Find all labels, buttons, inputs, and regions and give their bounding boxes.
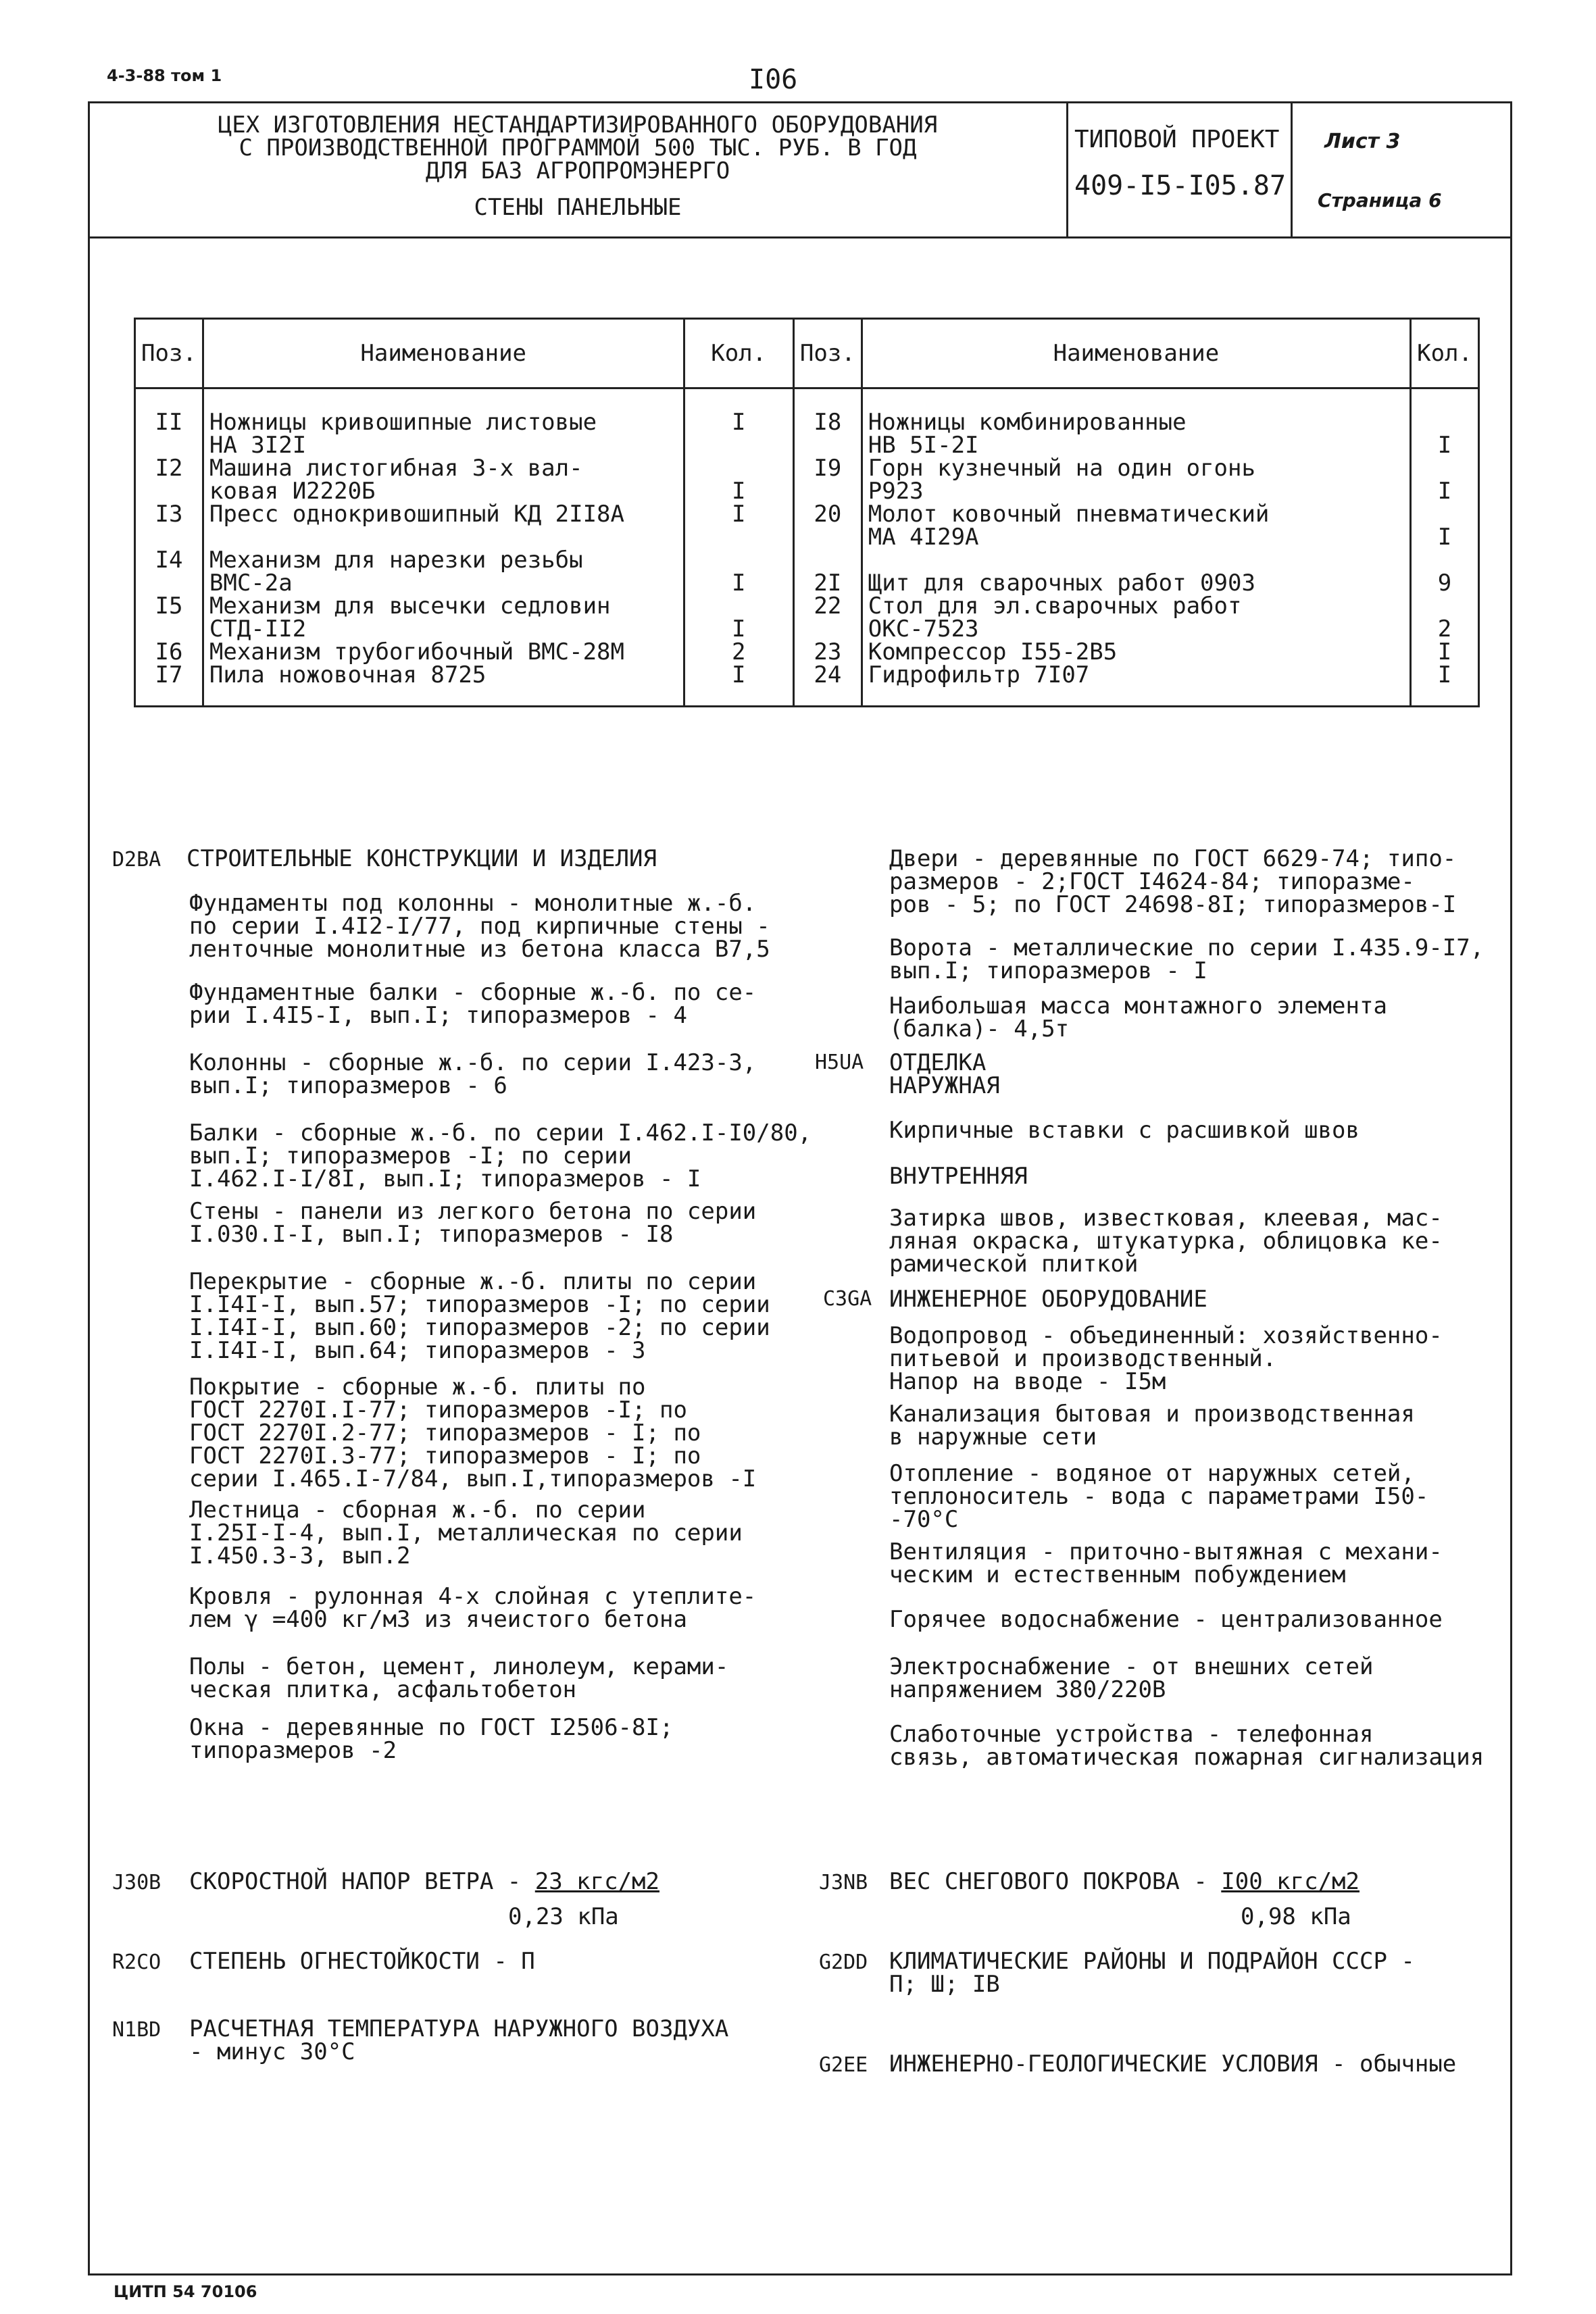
project-number: 409-I5-I05.87: [1074, 170, 1287, 201]
section-title-engineering: ИНЖЕНЕРНОЕ ОБОРУДОВАНИЕ: [889, 1286, 1207, 1313]
table-row: I5 Механизм для высечки седловин СТД-II2 I 22 Стол для эл.сварочных работ ОКС-7523 2: [135, 595, 1479, 640]
page-label: Страница 6: [1318, 189, 1442, 211]
table-row: I2 Машина листогибная 3-х вал- ковая И2220Б I I9 Горн кузнечный на один огонь Р923 I: [135, 457, 1479, 503]
section-title-constructions: СТРОИТЕЛЬНЫЕ КОНСТРУКЦИИ И ИЗДЕЛИЯ: [186, 845, 657, 872]
paragraph-doors: Двери - деревянные по ГОСТ 6629-74; типо- размеров - 2;ГОСТ I4624-84; типоразме- ров - 5; по ГОСТ 24698-8I; типоразмеров-I: [889, 845, 1457, 918]
col-header-qty: Кол.: [684, 319, 793, 388]
drawing-subtitle: СТЕНЫ ПАНЕЛЬНЫЕ: [474, 194, 682, 221]
section-code: H5UA: [815, 1051, 864, 1074]
paragraph-windows: Окна - деревянные по ГОСТ I2506-8I; типоразмеров -2: [189, 1714, 674, 1764]
snow-load-value: I00 кгс/м2: [1221, 1868, 1360, 1895]
section-code: N1BD: [112, 2018, 161, 2042]
table-row: I7 Пила ножовочная 8725 I 24 Гидрофильтр 7I07 I: [135, 663, 1479, 707]
col-header-name: Наименование: [203, 319, 684, 388]
title-line-2: С ПРОИЗВОДСТВЕННОЙ ПРОГРАММОЙ 500 ТЫС. РУБ. В ГОД: [239, 134, 917, 161]
paragraph-columns: Колонны - сборные ж.-б. по серии I.423-3, вып.I; типоразмеров - 6: [189, 1049, 757, 1099]
col-header-pos: Поз.: [135, 319, 203, 388]
paragraph-low-current: Слаботочные устройства - телефонная связь, автоматическая пожарная сигнализация: [889, 1721, 1485, 1771]
paragraph-beams: Балки - сборные ж.-б. по серии I.462.I-I0/80, вып.I; типоразмеров -I; по серии I.462.I-I/8I, вып.I; типоразмеров - I: [189, 1120, 812, 1192]
page-number: I06: [749, 64, 798, 95]
paragraph-gates: Ворота - металлические по серии I.435.9-I7, вып.I; типоразмеров - I: [889, 934, 1485, 984]
section-title-finishing: ОТДЕЛКА: [889, 1049, 987, 1076]
section-code: C3GA: [823, 1287, 872, 1311]
paragraph-stairs: Лестница - сборная ж.-б. по серии I.25I-I-4, вып.I, металлическая по серии I.450.3-3, вып.2: [189, 1496, 743, 1569]
section-code: J30B: [112, 1871, 161, 1894]
title-line-1: ЦЕХ ИЗГОТОВЛЕНИЯ НЕСТАНДАРТИЗИРОВАННОГО ОБОРУДОВАНИЯ: [218, 111, 938, 139]
title-block-sep-1: [1066, 101, 1068, 236]
paragraph-outer-finish: Кирпичные вставки с расшивкой швов: [889, 1117, 1360, 1144]
title-block-sep-2: [1291, 101, 1293, 236]
geology-conditions: ИНЖЕНЕРНО-ГЕОЛОГИЧЕСКИЕ УСЛОВИЯ - обычные: [889, 2051, 1457, 2078]
paragraph-inner-finish: Затирка швов, известковая, клеевая, мас- ляная окраска, штукатурка, облицовка ке- рамической плиткой: [889, 1205, 1443, 1278]
wind-pressure-value: 23 кгс/м2: [534, 1868, 659, 1895]
table-row: I6 Механизм трубогибочный ВМС-28М 2 23 Компрессор I55-2В5 I: [135, 640, 1479, 663]
paragraph-ventilation: Вентиляция - приточно-вытяжная с механи- ческим и естественным побуждением: [889, 1538, 1443, 1588]
table-row: I3 Пресс однокривошипный КД 2II8А I 20 Молот ковочный пневматический МА 4I29А I: [135, 503, 1479, 549]
project-label: ТИПОВОЙ ПРОЕКТ: [1074, 126, 1280, 153]
paragraph-foundation-beams: Фундаментные балки - сборные ж.-б. по се- рии I.4I5-I, вып.I; типоразмеров - 4: [189, 979, 757, 1029]
paragraph-heating: Отопление - водяное от наружных сетей, теплоноситель - вода с параметрами I50- -70°С: [889, 1460, 1429, 1533]
paragraph-water: Водопровод - объединенный: хозяйственно- питьевой и производственный. Напор на вводе - I5м: [889, 1322, 1443, 1395]
paragraph-walls: Стены - панели из легкого бетона по серии I.030.I-I, вып.I; типоразмеров - I8: [189, 1198, 757, 1248]
col-header-pos-2: Поз.: [793, 319, 862, 388]
section-code: D2BA: [112, 848, 161, 872]
equipment-table: [134, 318, 1480, 707]
title-block-divider: [88, 236, 1512, 238]
doc-reference: 4-3-88 том 1: [107, 66, 222, 85]
paragraph-floors-slabs: Перекрытие - сборные ж.-б. плиты по серии I.I4I-I, вып.57; типоразмеров -I; по серии I.I4I-I, вып.60; типоразмеров -2; по серии I.I4I-I, вып.64; типоразмеров - 3: [189, 1268, 770, 1364]
paragraph-hot-water: Горячее водоснабжение - централизованное: [889, 1606, 1443, 1633]
subsection-inner: ВНУТРЕННЯЯ: [889, 1163, 1028, 1190]
paragraph-roof-slabs: Покрытие - сборные ж.-б. плиты по ГОСТ 2270I.I-77; типоразмеров -I; по ГОСТ 2270I.2-77; типоразмеров - I; по ГОСТ 2270I.3-77; типоразмеров - I; по серии I.465.I-7/84, вып.I,типоразмеров -I: [189, 1374, 757, 1492]
paragraph-foundations: Фундаменты под колонны - монолитные ж.-б. по серии I.4I2-I/77, под кирпичные стены - ленточные монолитные из бетона класса В7,5: [189, 890, 770, 963]
paragraph-power: Электроснабжение - от внешних сетей напряжением 380/220В: [889, 1653, 1374, 1703]
table-row: II Ножницы кривошипные листовые НА 3I2I I I8 Ножницы комбинированные НВ 5I-2I I: [135, 388, 1479, 457]
snow-load: ВЕС СНЕГОВОГО ПОКРОВА - I00 кгс/м2: [889, 1868, 1360, 1895]
footer-stamp: ЦИТП 54 70106: [114, 2282, 257, 2301]
wind-pressure: СКОРОСТНОЙ НАПОР ВЕТРА - 23 кгс/м2: [189, 1868, 659, 1895]
sheet-number: Лист 3: [1324, 130, 1401, 153]
fire-resistance: СТЕПЕНЬ ОГНЕСТОЙКОСТИ - П: [189, 1948, 535, 1975]
paragraph-sewage: Канализация бытовая и производственная в наружные сети: [889, 1401, 1415, 1451]
section-code: G2DD: [819, 1951, 868, 1974]
title-line-3: ДЛЯ БАЗ АГРОПРОМЭНЕРГО: [425, 157, 730, 184]
paragraph-roofing: Кровля - рулонная 4-х слойная с утеплите- лем γ =400 кг/м3 из ячеистого бетона: [189, 1583, 757, 1633]
snow-load-kpa: 0,98 кПа: [1241, 1903, 1351, 1930]
section-code: J3NB: [819, 1871, 868, 1894]
subsection-outer: НАРУЖНАЯ: [889, 1072, 1000, 1099]
col-header-qty-2: Кол.: [1411, 319, 1479, 388]
section-code: R2CO: [112, 1951, 161, 1974]
design-temperature: РАСЧЕТНАЯ ТЕМПЕРАТУРА НАРУЖНОГО ВОЗДУХА - минус 30°С: [189, 2015, 729, 2065]
paragraph-floors: Полы - бетон, цемент, линолеум, керами- ческая плитка, асфальтобетон: [189, 1653, 729, 1703]
col-header-name-2: Наименование: [862, 319, 1410, 388]
climatic-regions: КЛИМАТИЧЕСКИЕ РАЙОНЫ И ПОДРАЙОН СССР - П; Ш; IВ: [889, 1948, 1415, 1998]
section-code: G2EE: [819, 2053, 868, 2077]
paragraph-max-mass: Наибольшая масса монтажного элемента (балка)- 4,5т: [889, 992, 1387, 1042]
wind-pressure-kpa: 0,23 кПа: [508, 1903, 619, 1930]
table-row: I4 Механизм для нарезки резьбы ВМС-2а I 2I Щит для сварочных работ 0903 9: [135, 549, 1479, 595]
